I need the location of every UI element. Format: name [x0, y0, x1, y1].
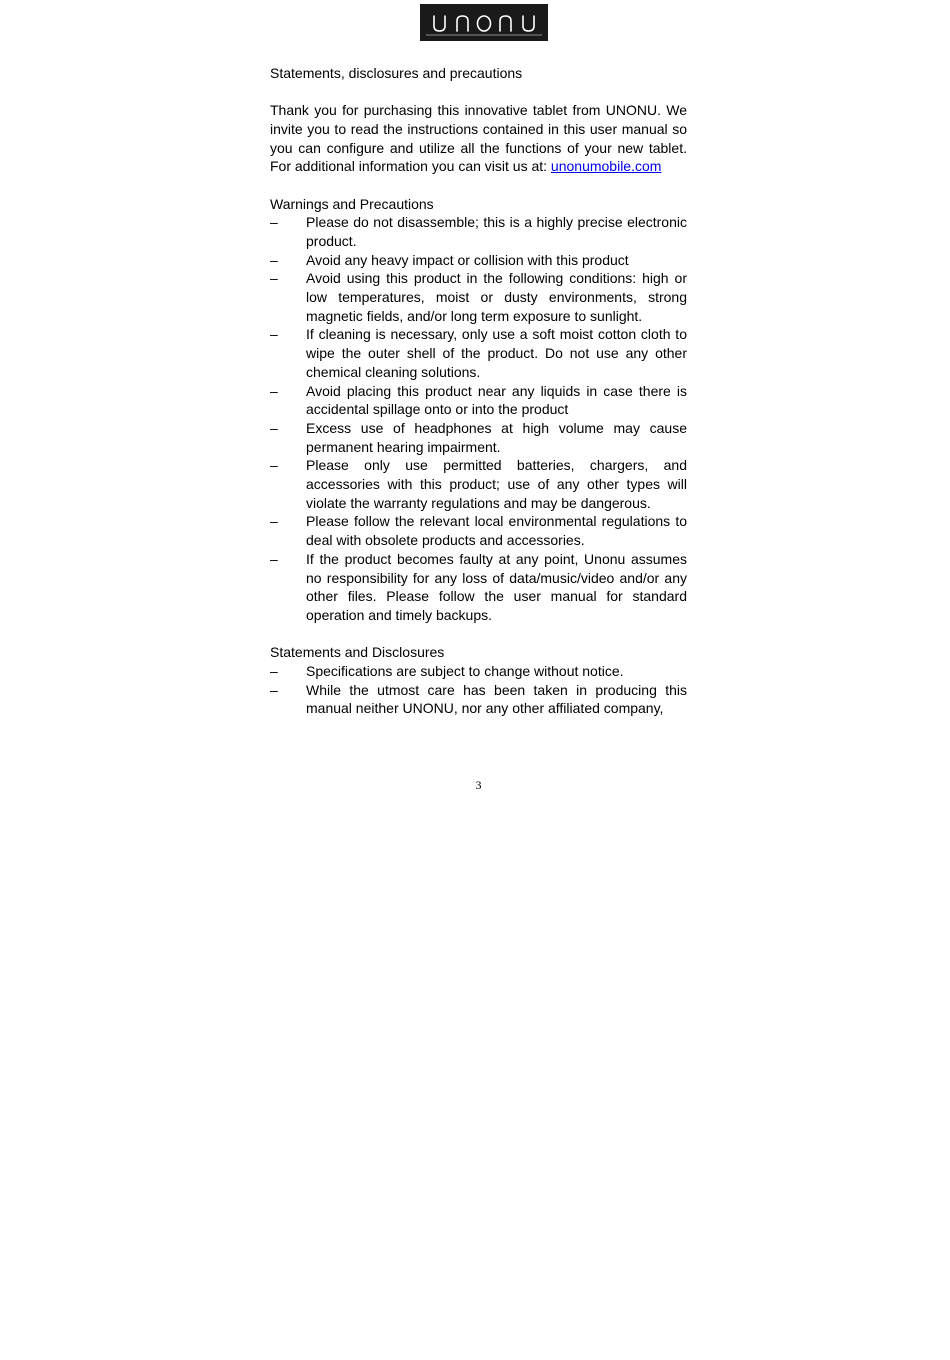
list-item-text: If the product becomes faulty at any point, Unonu assumes no responsibility for any loss of data/music/video and/or any other files. Please follow the user manual for standard operation and timely backups. [306, 550, 687, 623]
list-item-text: Avoid using this product in the following conditions: high or low temperatures, moist or dusty environments, strong magnetic fields, and/or long term exposure to sunlight. [306, 270, 687, 324]
statements-heading: Statements and Disclosures [270, 644, 445, 661]
warnings-list [270, 213, 687, 624]
document-body [270, 64, 687, 718]
list-item-text: If cleaning is necessary, only use a soft moist cotton cloth to wipe the outer shell of the product. Do not use any other chemical cleaning solutions. [306, 326, 687, 380]
intro-paragraph [270, 101, 687, 176]
list-item [270, 662, 687, 681]
list-item [270, 382, 687, 419]
page-title: Statements, disclosures and precautions [270, 65, 523, 81]
bullet-dash: – [270, 382, 278, 399]
list-item-text: Avoid any heavy impact or collision with this product [306, 251, 629, 268]
bullet-dash: – [270, 457, 278, 474]
brand-logo [420, 4, 548, 41]
bullet-dash: – [270, 419, 278, 436]
list-item [270, 419, 687, 456]
page-number: 3 [475, 778, 482, 792]
bullet-dash: – [270, 251, 278, 268]
bullet-dash: – [270, 326, 278, 343]
website-link[interactable]: unonumobile.com [550, 158, 662, 175]
intro-text: Thank you for purchasing this innovative tablet from UNONU. We invite you to read the instructions contained in this user manual so you can configure and utilize all the functions of your new tablet. For additional information you can visit us at: [270, 102, 687, 175]
list-item [270, 681, 687, 718]
list-item-text: Specifications are subject to change without notice. [306, 662, 624, 679]
list-item-text: Excess use of headphones at high volume may cause permanent hearing impairment. [306, 419, 687, 455]
list-item [270, 325, 687, 381]
list-item [270, 269, 687, 325]
bullet-dash: – [270, 681, 278, 698]
bullet-dash: – [270, 513, 278, 530]
list-item [270, 512, 687, 549]
statements-list [270, 662, 687, 718]
list-item [270, 213, 687, 250]
list-item [270, 251, 687, 270]
list-item-text: Please do not disassemble; this is a highly precise electronic product. [306, 214, 687, 249]
warnings-heading: Warnings and Precautions [270, 195, 434, 212]
list-item-text: Avoid placing this product near any liquids in case there is accidental spillage onto or into the product [306, 382, 687, 418]
list-item-text: Please follow the relevant local environmental regulations to deal with obsolete products and accessories. [306, 513, 687, 549]
list-item [270, 550, 687, 625]
list-item-text: While the utmost care has been taken in producing this manual neither UNONU, nor any other affiliated company, [306, 681, 687, 717]
bullet-dash: – [270, 662, 278, 679]
unonu-wordmark-icon [424, 8, 544, 38]
bullet-dash: – [270, 550, 278, 567]
list-item-text: Please only use permitted batteries, chargers, and accessories with this product; use of any other types will violate the warranty regulations and may be dangerous. [306, 457, 687, 511]
bullet-dash: – [270, 214, 278, 231]
list-item [270, 456, 687, 512]
bullet-dash: – [270, 270, 278, 287]
